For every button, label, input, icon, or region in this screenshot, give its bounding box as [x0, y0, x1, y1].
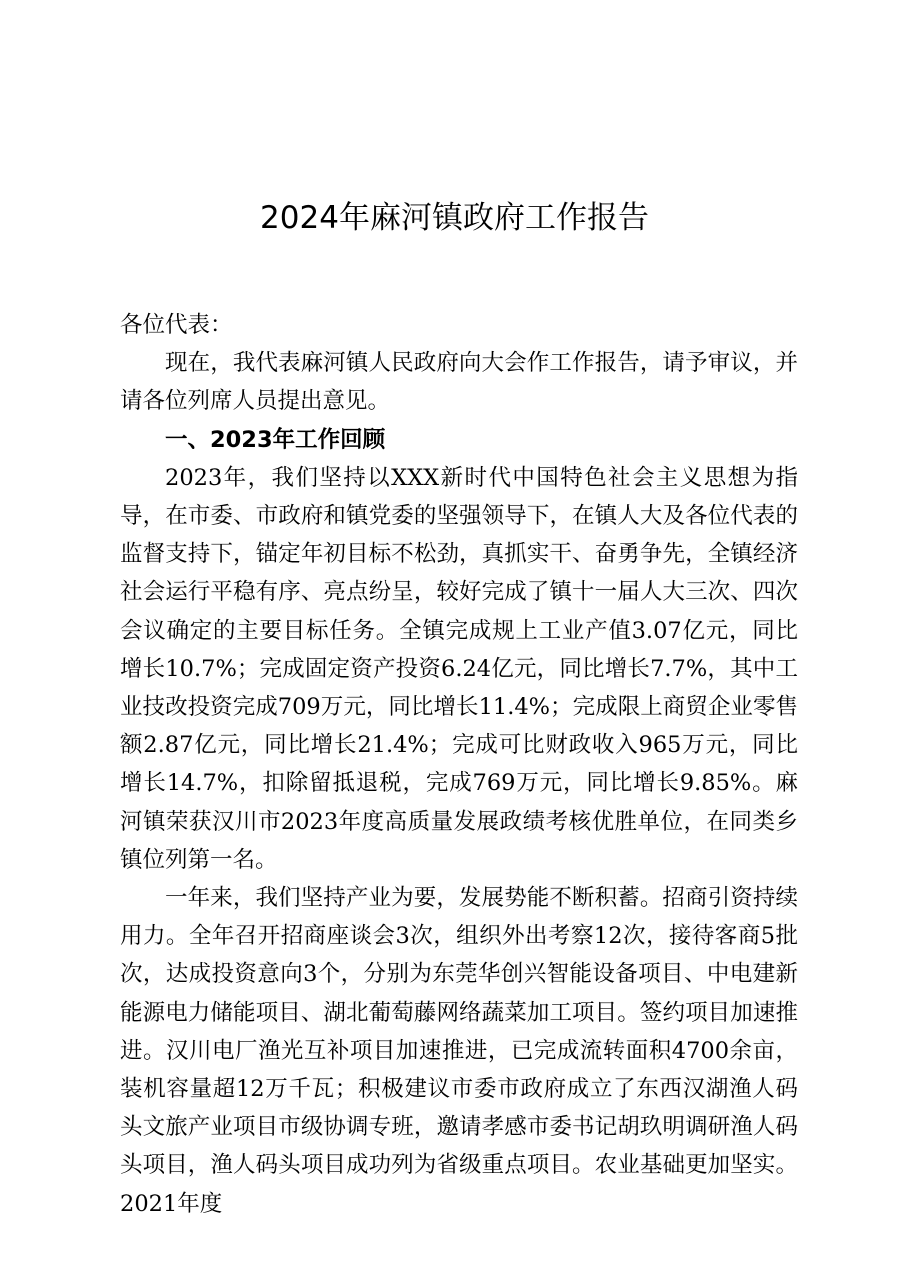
intro-paragraph: 现在，我代表麻河镇人民政府向大会作工作报告，请予审议，并请各位列席人员提出意见。 — [120, 350, 798, 415]
document-title: 2024年麻河镇政府工作报告 — [260, 200, 649, 236]
salutation: 各位代表： — [120, 312, 233, 338]
paragraph-industry: 一年来，我们坚持产业为要，发展势能不断积蓄。招商引资持续用力。全年召开招商座谈会3次，组织外出考察12次，接待客商5批次，达成投资意向3个，分别为东莞华创兴智能设备项目、中电建新能源电力储能项目、湖北葡萄藤网络蔬菜加工项目。签约项目加速推进。汉川电厂渔光互补项目加速推进，已完成流转面积4700余亩，装机容量超12万千瓦；积极建议市委市政府成立了东西汉湖渔人码头文旅产业项目市级协调专班，邀请孝感市委书记胡玖明调研渔人码头项目，渔人码头项目成功列为省级重点项目。农业基础更加坚实。2021年度 — [120, 885, 798, 1217]
paragraph-summary: 2023年，我们坚持以XXX新时代中国特色社会主义思想为指导，在市委、市政府和镇党委的坚强领导下，在镇人大及各位代表的监督支持下，锚定年初目标不松劲，真抓实干、奋勇争先，全镇经济社会运行平稳有序、亮点纷呈，较好完成了镇十一届人大三次、四次会议确定的主要目标任务。全镇完成规上工业产值3.07亿元，同比增长10.7%；完成固定资产投资6.24亿元，同比增长7.7%，其中工业技改投资完成709万元，同比增长11.4%；完成限上商贸企业零售额2.87亿元，同比增长21.4%；完成可比财政收入965万元，同比增长14.7%，扣除留抵退税，完成769万元，同比增长9.85%。麻河镇荣获汉川市2023年度高质量发展政绩考核优胜单位，在同类乡镇位列第一名。 — [120, 464, 798, 873]
document-body — [120, 306, 798, 1223]
section-heading-review: 一、2023年工作回顾 — [165, 426, 386, 453]
